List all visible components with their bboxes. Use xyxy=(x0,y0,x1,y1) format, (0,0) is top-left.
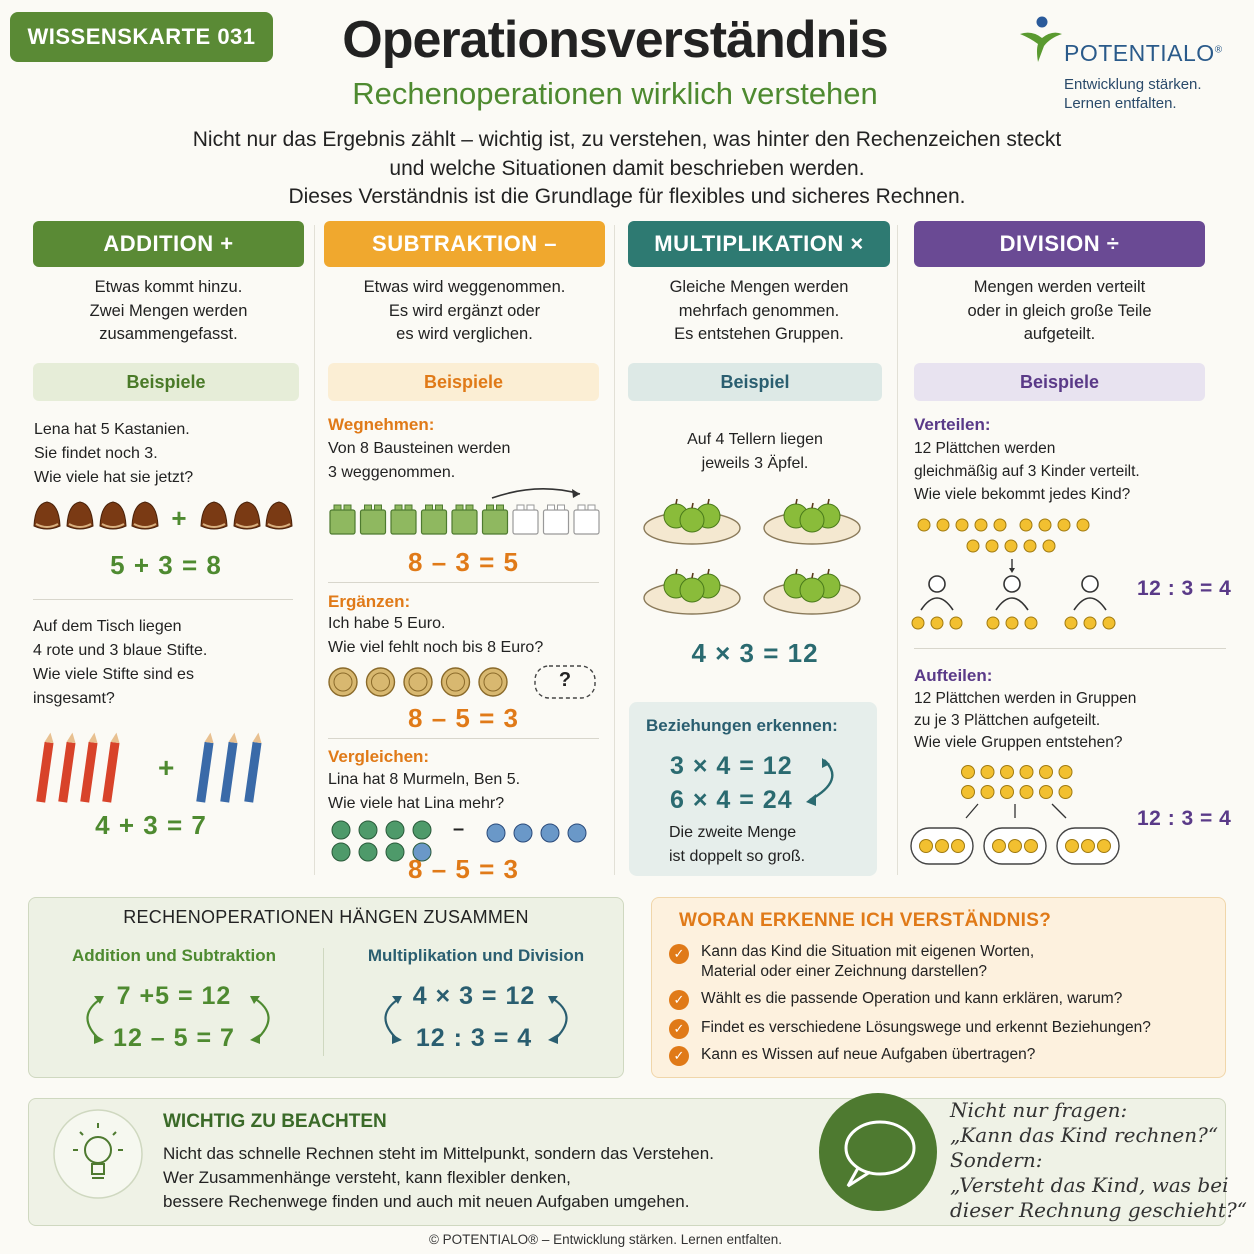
inverse-arrows-icon xyxy=(78,990,278,1050)
child-body xyxy=(1074,598,1106,610)
relations-title: Beziehungen erkennen: xyxy=(646,716,838,735)
coin-icon xyxy=(442,668,470,696)
token-icon xyxy=(937,519,949,531)
addition-example-2-text: Auf dem Tisch liegen 4 rote und 3 blaue Stifte. Wie viele Stifte sind es insgesamt? xyxy=(33,618,208,707)
add-sub-title: Addition und Subtraktion xyxy=(72,946,276,965)
intro-text: Nicht nur das Ergebnis zählt – wichtig ist, zu verstehen, was hinter den Rechenzeichen steckt und welche Situationen damit beschrieben werden. Dieses Verständnis ist die Grundlage für flexibles und sicheres Rechnen. xyxy=(192,128,1062,208)
closing-quote: Nicht nur fragen: „Kann das Kind rechnen?“ Sondern: „Versteht das Kind, was bei dieser Rechnung geschieht?“ xyxy=(950,1098,1247,1222)
block-stud xyxy=(375,505,382,510)
apple-stem xyxy=(692,573,693,578)
blue-pencils xyxy=(196,732,263,803)
list-item: Kann das Kind die Situation mit eigenen Worten, Material oder einer Zeichnung darstellen? xyxy=(701,943,1035,980)
apple-icon xyxy=(680,508,704,532)
block-stud xyxy=(395,505,402,510)
token-icon xyxy=(994,519,1006,531)
apple-stem xyxy=(708,499,709,504)
pencils-illustration xyxy=(36,726,276,802)
token-icon xyxy=(956,519,968,531)
plus-sign: + xyxy=(171,503,187,533)
token-icon xyxy=(1020,766,1033,779)
mul-div-equation-1: 4 × 3 = 12 xyxy=(412,982,536,1010)
token-icon xyxy=(1025,840,1038,853)
token-icon xyxy=(1084,617,1096,629)
marble-icon xyxy=(359,821,377,839)
speech-bubble-icon xyxy=(818,1092,938,1212)
addition-equation-1: 5 + 3 = 8 xyxy=(110,550,222,580)
token-icon xyxy=(1065,617,1077,629)
section-divider xyxy=(33,599,293,600)
token-icon xyxy=(981,786,994,799)
coin-icon xyxy=(404,668,432,696)
removed-block-icon xyxy=(574,510,599,534)
list-item: Wählt es die passende Operation und kann erklären, warum? xyxy=(701,990,1123,1007)
lightbulb-icon xyxy=(52,1108,144,1200)
vergleichen-text: Lina hat 8 Murmeln, Ben 5. Wie viele hat Lina mehr? xyxy=(328,771,521,812)
marble-icon xyxy=(413,821,431,839)
understanding-title: WORAN ERKENNE ICH VERSTÄNDNIS? xyxy=(679,910,1052,931)
wegnehmen-text: Von 8 Bausteinen werden 3 weggenommen. xyxy=(328,440,511,481)
block-stud xyxy=(517,505,524,510)
coin-icon xyxy=(367,668,395,696)
apple-stem xyxy=(692,503,693,508)
token-icon xyxy=(1066,840,1079,853)
addition-header: ADDITION + xyxy=(33,221,304,267)
ergaenzen-text: Ich habe 5 Euro. Wie viel fehlt noch bis 8 Euro? xyxy=(328,615,544,656)
token-icon xyxy=(1005,540,1017,552)
list-item: Findet es verschiedene Lösungswege und erkennt Beziehungen? xyxy=(701,1019,1151,1036)
token-icon xyxy=(1001,786,1014,799)
check-icon: ✓ xyxy=(669,1046,689,1066)
subtraktion-header: SUBTRAKTION – xyxy=(324,221,605,267)
column-divider xyxy=(897,225,898,875)
token-icon xyxy=(1025,617,1037,629)
apple-stem xyxy=(676,569,677,574)
column-divider xyxy=(314,225,315,875)
token-icon xyxy=(981,766,994,779)
aufteilen-text: 12 Plättchen werden in Gruppen zu je 3 Plättchen aufgeteilt. Wie viele Gruppen entstehen? xyxy=(914,690,1137,751)
block-stud xyxy=(548,505,555,510)
block-stud xyxy=(487,505,494,510)
page-title: Operationsverständnis xyxy=(342,11,888,69)
column-divider xyxy=(614,225,615,875)
token-icon xyxy=(1098,840,1111,853)
apple-stem xyxy=(796,499,797,504)
apple-icon xyxy=(800,508,824,532)
division-description: Mengen werden verteilt oder in gleich große Teile aufgeteilt. xyxy=(967,278,1152,343)
token-icon xyxy=(1039,519,1051,531)
check-icon: ✓ xyxy=(669,990,689,1010)
child-body xyxy=(921,598,953,610)
token-icon xyxy=(1020,519,1032,531)
token-icon xyxy=(936,840,949,853)
division-equation-1: 12 : 3 = 4 xyxy=(1137,577,1232,600)
apple-stem xyxy=(828,499,829,504)
logo-wordmark: POTENTIALO® xyxy=(1064,40,1223,66)
block-icon xyxy=(452,510,477,534)
apple-stem xyxy=(812,573,813,578)
section-divider xyxy=(328,738,599,739)
token-icon xyxy=(1058,519,1070,531)
token-icon xyxy=(1043,540,1055,552)
block-stud xyxy=(578,505,585,510)
check-icon: ✓ xyxy=(669,1019,689,1039)
building-blocks-illustration xyxy=(328,484,602,538)
token-icon xyxy=(967,540,979,552)
verteilen-text: 12 Plättchen werden gleichmäßig auf 3 Kinder verteilt. Wie viele bekommt jedes Kind? xyxy=(914,440,1140,503)
token-icon xyxy=(962,766,975,779)
addition-examples-label: Beispiele xyxy=(33,363,299,401)
list-item: Kann es Wissen auf neue Aufgaben übertragen? xyxy=(701,1046,1036,1063)
block-stud xyxy=(497,505,504,510)
addition-equation-2: 4 + 3 = 7 xyxy=(95,810,207,840)
multiplikation-description: Gleiche Mengen werden mehrfach genommen. Es entstehen Gruppen. xyxy=(669,278,849,343)
grouping-illustration xyxy=(908,762,1122,868)
token-icon xyxy=(1024,540,1036,552)
apple-icon xyxy=(800,578,824,602)
footer: © POTENTIALO® – Entwicklung stärken. Lernen entfalten. xyxy=(428,1232,783,1247)
multiplikation-header: MULTIPLIKATION × xyxy=(628,221,890,267)
plus-sign: + xyxy=(158,752,175,783)
vergleichen-label: Vergleichen: xyxy=(328,747,430,766)
apple-icon xyxy=(680,578,704,602)
potentialo-logo-icon xyxy=(1018,16,1064,66)
missing-amount-placeholder: ? xyxy=(558,669,572,691)
removed-block-icon xyxy=(544,510,569,534)
mul-div-title: Multiplikation und Division xyxy=(367,946,585,965)
token-icon xyxy=(1082,840,1095,853)
block-stud xyxy=(436,505,443,510)
block-stud xyxy=(426,505,433,510)
block-icon xyxy=(330,510,355,534)
subtraktion-equation-1: 8 – 3 = 5 xyxy=(408,547,519,577)
token-icon xyxy=(1077,519,1089,531)
addition-example-1-text: Lena hat 5 Kastanien. Sie findet noch 3. Wie viele hat sie jetzt? xyxy=(34,421,194,486)
apple-stem xyxy=(708,569,709,574)
relations-note: Die zweite Menge ist doppelt so groß. xyxy=(669,824,806,865)
marble-icon xyxy=(568,824,586,842)
important-text: Nicht das schnelle Rechnen steht im Mittelpunkt, sondern das Verstehen. Wer Zusammenhänge versteht, kann flexibler denken, bessere Rechenwege finden und auch mit neuen Aufgaben umgehen. xyxy=(163,1144,714,1211)
token-icon xyxy=(952,840,965,853)
division-header: DIVISION ÷ xyxy=(914,221,1205,267)
chestnuts-illustration xyxy=(30,500,300,536)
card-number-badge: WISSENSKARTE 031 xyxy=(10,12,273,62)
block-stud xyxy=(456,505,463,510)
important-title: WICHTIG ZU BEACHTEN xyxy=(163,1111,387,1132)
aufteilen-label: Aufteilen: xyxy=(914,666,993,685)
relations-equation-1: 3 × 4 = 12 xyxy=(670,752,793,780)
subtraktion-description: Etwas wird weggenommen. Es wird ergänzt oder es wird verglichen. xyxy=(363,278,566,343)
child-icon xyxy=(1082,576,1098,592)
addition-description: Etwas kommt hinzu. Zwei Mengen werden zusammengefasst. xyxy=(89,278,248,343)
add-sub-equation-2: 12 – 5 = 7 xyxy=(113,1024,235,1052)
red-pencils xyxy=(36,732,121,803)
subtraktion-equation-2: 8 – 5 = 3 xyxy=(408,703,519,733)
token-icon xyxy=(1059,786,1072,799)
multiplikation-examples-label: Beispiel xyxy=(628,363,882,401)
section-divider xyxy=(914,648,1226,649)
block-icon xyxy=(391,510,416,534)
subtraktion-examples-label: Beispiele xyxy=(328,363,599,401)
apple-stem xyxy=(828,569,829,574)
ergaenzen-label: Ergänzen: xyxy=(328,592,411,611)
child-icon xyxy=(1004,576,1020,592)
token-icon xyxy=(1001,766,1014,779)
logo-tagline: Entwicklung stärken. Lernen entfalten. xyxy=(1064,76,1202,112)
block-icon xyxy=(483,510,508,534)
block-stud xyxy=(334,505,341,510)
child-body xyxy=(996,598,1028,610)
block-stud xyxy=(588,505,595,510)
token-icon xyxy=(1006,617,1018,629)
coin-icon xyxy=(479,668,507,696)
doubling-arrow-icon xyxy=(800,756,846,808)
token-icon xyxy=(1009,840,1022,853)
division-examples-label: Beispiele xyxy=(914,363,1205,401)
token-icon xyxy=(987,617,999,629)
division-equation-2: 12 : 3 = 4 xyxy=(1137,807,1232,830)
token-icon xyxy=(1020,786,1033,799)
token-icon xyxy=(1040,786,1053,799)
coin-icon xyxy=(329,668,357,696)
check-icon: ✓ xyxy=(669,944,689,964)
relations-summary-title: RECHENOPERATIONEN HÄNGEN ZUSAMMEN xyxy=(123,907,529,927)
block-icon xyxy=(361,510,386,534)
minus-sign: – xyxy=(453,818,465,840)
sharing-illustration xyxy=(910,512,1110,632)
marble-icon xyxy=(541,824,559,842)
inverse-arrows-icon xyxy=(376,990,576,1050)
apple-stem xyxy=(812,503,813,508)
mul-div-equation-2: 12 : 3 = 4 xyxy=(415,1024,533,1052)
block-stud xyxy=(558,505,565,510)
block-stud xyxy=(527,505,534,510)
block-icon xyxy=(422,510,447,534)
section-divider xyxy=(328,582,599,583)
add-sub-equation-1: 7 +5 = 12 xyxy=(116,982,232,1010)
verteilen-label: Verteilen: xyxy=(914,415,991,434)
token-icon xyxy=(1040,766,1053,779)
block-stud xyxy=(365,505,372,510)
block-stud xyxy=(405,505,412,510)
token-icon xyxy=(975,519,987,531)
child-icon xyxy=(929,576,945,592)
panel-divider xyxy=(323,948,324,1056)
marble-icon xyxy=(386,821,404,839)
marble-icon xyxy=(514,824,532,842)
apple-plates-illustration xyxy=(640,486,870,622)
token-icon xyxy=(986,540,998,552)
token-icon xyxy=(931,617,943,629)
token-icon xyxy=(950,617,962,629)
token-icon xyxy=(920,840,933,853)
page-subtitle: Rechenoperationen wirklich verstehen xyxy=(352,76,878,111)
multiplikation-equation: 4 × 3 = 12 xyxy=(691,638,819,668)
block-stud xyxy=(344,505,351,510)
subtraktion-equation-3: 8 – 5 = 3 xyxy=(408,854,519,884)
apple-stem xyxy=(796,569,797,574)
block-stud xyxy=(466,505,473,510)
removed-block-icon xyxy=(513,510,538,534)
token-icon xyxy=(918,519,930,531)
token-icon xyxy=(1059,766,1072,779)
marble-icon xyxy=(332,821,350,839)
token-icon xyxy=(962,786,975,799)
relations-equation-2: 6 × 4 = 24 xyxy=(670,786,793,814)
apple-stem xyxy=(676,499,677,504)
token-icon xyxy=(1103,617,1115,629)
token-icon xyxy=(993,840,1006,853)
marble-icon xyxy=(487,824,505,842)
token-icon xyxy=(912,617,924,629)
multiplikation-example-text: Auf 4 Tellern liegen jeweils 3 Äpfel. xyxy=(687,431,823,472)
wegnehmen-label: Wegnehmen: xyxy=(328,415,435,434)
